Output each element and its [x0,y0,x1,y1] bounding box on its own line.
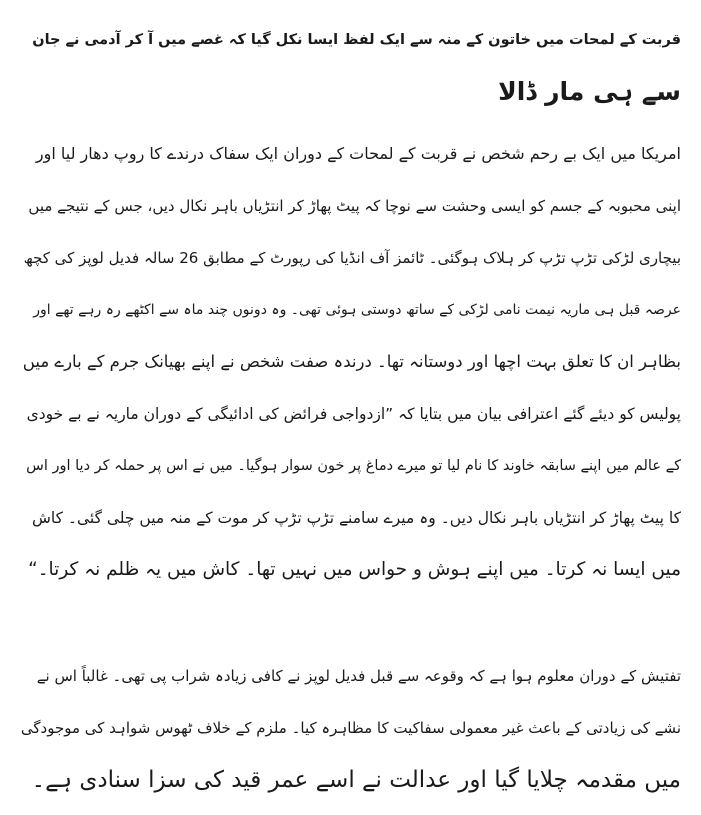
paragraph-line: میں ایسا نہ کرتا۔ میں اپنے ہوش و حواس میں نہیں تھا۔ کاش میں یہ ظلم نہ کرتا۔“ [28,559,681,580]
paragraph-line: عرصہ قبل ہی ماریہ نیمت نامی لڑکی کے ساتھ دوستی ہوئی تھی۔ وہ دونوں چند ماہ سے اکٹھے رہ رہے تھے اور [33,302,681,318]
paragraph-line: امریکا میں ایک بے رحم شخص نے قربت کے لمحات کے دوران ایک سفاک درندے کا روپ دھار لیا اور [35,144,681,163]
paragraph-line: اپنی محبوبہ کے جسم کو ایسی وحشت سے نوچا کہ پیٹ پھاڑ کر انتڑیاں باہر نکال دیں، جس کے نتیجے میں [28,197,681,215]
paragraph-line: پولیس کو دیئے گئے اعترافی بیان میں بتایا کہ ”ازدواجی فرائض کی ادائیگی کے دوران ماریہ نے بے خودی [26,405,681,423]
paragraph-line: نشے کی زیادتی کے باعث غیر معمولی سفاکیت کا مظاہرہ کیا۔ ملزم کے خلاف ٹھوس شواہد کی موجودگی [20,719,681,737]
paragraph-line: تفتیش کے دوران معلوم ہوا ہے کہ وقوعہ سے قبل فدیل لوپز نے کافی زیادہ شراب پی تھی۔ غالباً اس نے [36,667,681,685]
paragraph-line: کے عالم میں اپنے سابقہ خاوند کا نام لیا تو میرے دماغ پر خون سوار ہوگیا۔ میں نے اس پر حملہ کر دیا اور اس [26,458,681,474]
paragraph-line: میں مقدمہ چلایا گیا اور عدالت نے اسے عمر قید کی سزا سنادی ہے۔ [31,767,681,793]
paragraph-line: بظاہر ان کا تعلق بہت اچھا اور دوستانہ تھا۔ درندہ صفت شخص نے اپنے بھیانک جرم کے بارے میں [22,352,681,371]
paragraph-line: بیچاری لڑکی تڑپ تڑپ کر ہلاک ہوگئی۔ ٹائمز آف انڈیا کی رپورٹ کے مطابق 26 سالہ فدیل لوپز کی کچھ [23,249,681,267]
article-headline [20,14,681,118]
headline-line: قربت کے لمحات میں خاتون کے منہ سے ایک لفظ ایسا نکل گیا کہ غصے میں آ کر آدمی نے جان [32,32,681,48]
paragraph-line: کا پیٹ پھاڑ کر انتڑیاں باہر نکال دیں۔ وہ میرے سامنے تڑپ تڑپ کر موت کے منہ میں چلی گئی۔ کاش [31,509,681,527]
article-paragraph-2 [20,650,681,806]
headline-line: سے ہی مار ڈالا [498,77,681,106]
article-paragraph-1 [20,128,681,596]
